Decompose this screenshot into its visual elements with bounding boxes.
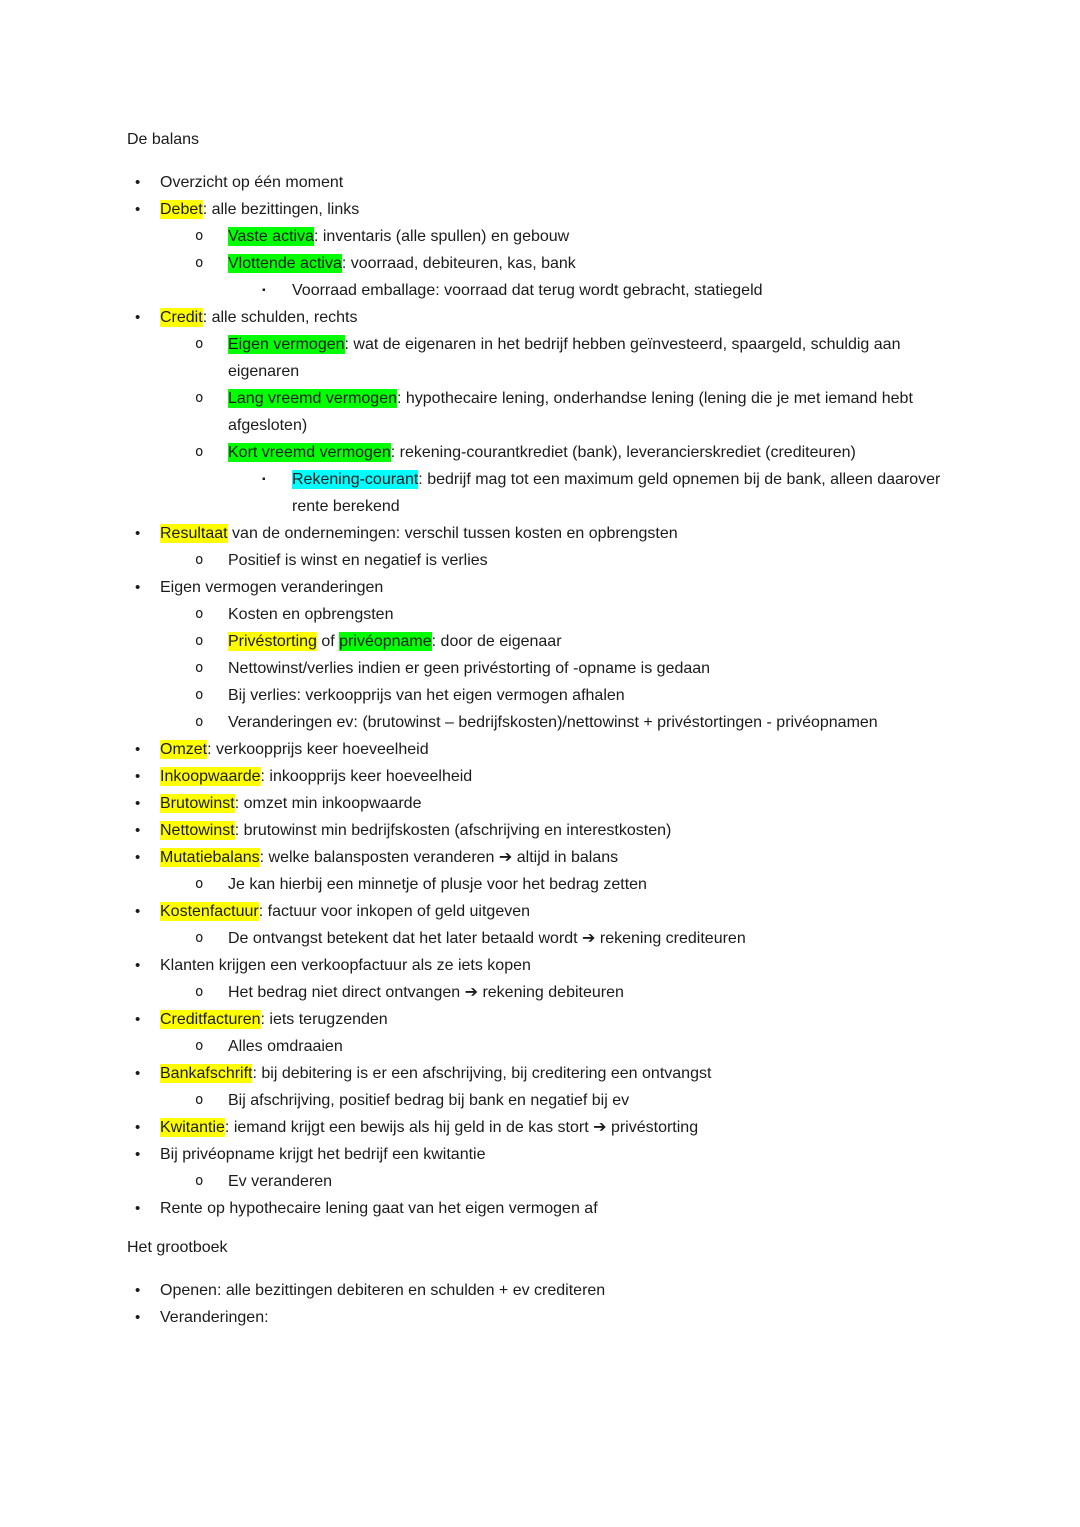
text-segment: Veranderingen: — [160, 1309, 269, 1326]
highlighted-term: Kort vreemd vermogen — [228, 444, 391, 461]
bullet-marker: o — [195, 1173, 204, 1189]
text-segment: van de ondernemingen: verschil tussen kosten en opbrengsten — [227, 525, 678, 542]
text-segment: Bij afschrijving, positief bedrag bij bank en negatief bij ev — [228, 1092, 630, 1109]
item-text — [160, 200, 359, 219]
list-item — [127, 196, 953, 223]
text-segment: Bij privéopname krijgt het bedrijf een kwitantie — [160, 1146, 486, 1163]
bullet-marker: o — [195, 714, 204, 730]
bullet-marker: o — [195, 984, 204, 1000]
document-content — [127, 126, 953, 1331]
bullet-marker: • — [135, 1309, 141, 1326]
text-segment: Eigen vermogen veranderingen — [160, 579, 384, 596]
bullet-marker: • — [135, 579, 141, 596]
bullet-marker: o — [195, 228, 204, 244]
text-segment: : inkoopprijs keer hoeveelheid — [260, 768, 473, 785]
list-item — [127, 1087, 953, 1114]
bullet-marker: • — [135, 768, 141, 785]
list-item — [127, 547, 953, 574]
text-segment: : voorraad, debiteuren, kas, bank — [341, 255, 576, 272]
highlighted-term: Rekening-courant — [292, 471, 419, 488]
highlighted-term: Creditfacturen — [160, 1011, 261, 1028]
highlighted-term: Kostenfactuur — [160, 903, 259, 920]
highlighted-term: Credit — [160, 309, 203, 326]
highlighted-term: Eigen vermogen — [228, 336, 345, 353]
bullet-marker: • — [135, 1200, 141, 1217]
list-item — [127, 1114, 953, 1141]
bullet-marker: • — [135, 795, 141, 812]
text-segment: : iets terugzenden — [260, 1011, 388, 1028]
highlighted-term: Omzet — [160, 741, 208, 758]
list-item — [127, 304, 953, 331]
item-text — [160, 524, 678, 543]
item-text — [160, 1200, 598, 1217]
bullet-marker: o — [195, 1038, 204, 1054]
text-segment: Bij verlies: verkoopprijs van het eigen vermogen afhalen — [228, 687, 625, 704]
list-item — [127, 601, 953, 628]
list-item — [127, 1060, 953, 1087]
item-text — [228, 1038, 343, 1055]
list-item — [127, 682, 953, 709]
bullet-marker: • — [135, 309, 141, 326]
item-text — [228, 930, 746, 947]
text-segment: Alles omdraaien — [228, 1038, 343, 1055]
item-text — [160, 1118, 698, 1137]
bullet-marker: • — [135, 822, 141, 839]
text-segment: : verkoopprijs keer hoeveelheid — [207, 741, 429, 758]
text-segment: : factuur voor inkopen of geld uitgeven — [258, 903, 531, 920]
list-item — [127, 628, 953, 655]
list-item — [127, 655, 953, 682]
bullet-marker: o — [195, 633, 204, 649]
list-item — [127, 736, 953, 763]
list-item — [127, 925, 953, 952]
list-item — [127, 979, 953, 1006]
list-item — [127, 1304, 953, 1331]
text-segment: Ev veranderen — [228, 1173, 333, 1190]
text-segment: of — [316, 633, 340, 650]
bullet-marker: o — [195, 660, 204, 676]
item-text — [228, 254, 576, 273]
highlighted-term: Nettowinst — [160, 822, 235, 839]
item-text — [160, 1146, 486, 1163]
item-text — [228, 389, 913, 434]
item-text — [228, 714, 878, 731]
item-text — [228, 876, 647, 893]
list-item — [127, 898, 953, 925]
item-text — [228, 443, 856, 462]
item-text — [228, 552, 488, 569]
item-text — [160, 821, 671, 840]
list-item — [127, 844, 953, 871]
text-segment: : hypothecaire lening, onderhandse lening (lening die je met iemand hebt afgesloten) — [228, 390, 913, 434]
bullet-marker: ▪ — [262, 474, 266, 485]
list-item — [127, 574, 953, 601]
list-item — [127, 385, 953, 439]
list-item — [127, 439, 953, 466]
highlighted-term: Inkoopwaarde — [160, 768, 261, 785]
item-text — [228, 606, 393, 623]
highlighted-term: Privéstorting — [228, 633, 317, 650]
text-segment: Openen: alle bezittingen debiteren en schulden + ev crediteren — [160, 1282, 606, 1299]
highlighted-term: Vlottende activa — [228, 255, 342, 272]
bullet-marker: • — [135, 1011, 141, 1028]
highlighted-term: Debet — [160, 201, 203, 218]
text-segment: : alle bezittingen, links — [202, 201, 360, 218]
item-text — [228, 687, 625, 704]
bullet-marker: • — [135, 1119, 141, 1136]
text-segment: Je kan hierbij een minnetje of plusje voor het bedrag zetten — [228, 876, 647, 893]
bullet-marker: o — [195, 336, 204, 352]
highlighted-term: Kwitantie — [160, 1119, 225, 1136]
item-text — [228, 227, 569, 246]
bullet-marker: o — [195, 876, 204, 892]
item-text — [228, 984, 624, 1001]
bullet-marker: o — [195, 390, 204, 406]
item-text — [228, 660, 710, 677]
text-segment: : wat de eigenaren in het bedrijf hebben geïnvesteerd, spaargeld, schuldig aan eigenaren — [228, 336, 901, 380]
highlighted-term: Vaste activa — [228, 228, 314, 245]
item-text — [160, 1309, 269, 1326]
list-item — [127, 169, 953, 196]
bullet-marker: • — [135, 174, 141, 191]
item-text — [160, 1010, 388, 1029]
bullet-marker: • — [135, 741, 141, 758]
text-segment: : alle schulden, rechts — [202, 309, 358, 326]
section-heading: De balans — [127, 131, 200, 148]
bullet-marker: • — [135, 525, 141, 542]
item-text — [160, 794, 421, 813]
text-segment: Voorraad emballage: voorraad dat terug wordt gebracht, statiegeld — [292, 282, 763, 299]
bullet-marker: • — [135, 1065, 141, 1082]
bullet-marker: o — [195, 255, 204, 271]
bullet-marker: o — [195, 1092, 204, 1108]
bullet-marker: o — [195, 552, 204, 568]
bullet-marker: • — [135, 1282, 141, 1299]
item-text — [228, 632, 562, 651]
highlighted-term: Lang vreemd vermogen — [228, 390, 397, 407]
list-item — [127, 790, 953, 817]
item-text — [292, 470, 940, 515]
list-item — [127, 763, 953, 790]
item-text — [160, 902, 530, 921]
list-item — [127, 1195, 953, 1222]
item-text — [228, 335, 900, 380]
highlighted-term: Brutowinst — [160, 795, 235, 812]
bullet-marker: o — [195, 930, 204, 946]
bullet-marker: • — [135, 201, 141, 218]
text-segment: Positief is winst en negatief is verlies — [228, 552, 488, 569]
text-segment: : iemand krijgt een bewijs als hij geld in de kas stort ➔ privéstorting — [224, 1119, 699, 1136]
section-heading: Het grootboek — [127, 1239, 228, 1256]
item-text — [292, 282, 763, 299]
highlighted-term: Resultaat — [160, 525, 228, 542]
list-item — [127, 520, 953, 547]
bullet-marker: o — [195, 444, 204, 460]
list-item — [127, 709, 953, 736]
list-item — [127, 952, 953, 979]
text-segment: Veranderingen ev: (brutowinst – bedrijfskosten)/nettowinst + privéstortingen - privéopnamen — [228, 714, 878, 731]
item-text — [160, 1282, 605, 1299]
text-segment: Kosten en opbrengsten — [228, 606, 394, 623]
item-text — [160, 579, 383, 596]
item-text — [160, 957, 531, 974]
item-text — [160, 767, 472, 786]
highlighted-term: Bankafschrift — [160, 1065, 253, 1082]
list-item — [127, 250, 953, 277]
text-segment: Klanten krijgen een verkoopfactuur als ze iets kopen — [160, 957, 531, 974]
item-text — [160, 1064, 711, 1083]
bullet-marker: o — [195, 606, 204, 622]
text-segment: : inventaris (alle spullen) en gebouw — [313, 228, 570, 245]
item-text — [160, 174, 343, 191]
list-item — [127, 277, 953, 304]
text-segment: : welke balansposten veranderen ➔ altijd in balans — [259, 849, 619, 866]
text-segment: : omzet min inkoopwaarde — [234, 795, 422, 812]
list-item — [127, 1141, 953, 1168]
list-item — [127, 331, 953, 385]
list-item — [127, 817, 953, 844]
list-item — [127, 1168, 953, 1195]
text-segment: : bij debitering is er een afschrijving, bij creditering een ontvangst — [252, 1065, 712, 1082]
bullet-marker: o — [195, 687, 204, 703]
list-item — [127, 466, 953, 520]
item-text — [160, 308, 357, 327]
list-item — [127, 223, 953, 250]
text-segment: Het bedrag niet direct ontvangen ➔ rekening debiteuren — [228, 984, 624, 1001]
text-segment: Rente op hypothecaire lening gaat van het eigen vermogen af — [160, 1200, 598, 1217]
bullet-list — [127, 169, 953, 1222]
text-segment: : door de eigenaar — [431, 633, 562, 650]
highlighted-term: Mutatiebalans — [160, 849, 260, 866]
highlighted-term: privéopname — [339, 633, 432, 650]
bullet-marker: • — [135, 957, 141, 974]
text-segment: Nettowinst/verlies indien er geen privéstorting of -opname is gedaan — [228, 660, 711, 677]
bullet-marker: ▪ — [262, 285, 266, 296]
list-item — [127, 871, 953, 898]
item-text — [228, 1092, 629, 1109]
item-text — [160, 848, 618, 867]
bullet-marker: • — [135, 849, 141, 866]
text-segment: : bedrijf mag tot een maximum geld opnemen bij de bank, alleen daarover rente berekend — [292, 471, 941, 515]
list-item — [127, 1006, 953, 1033]
bullet-marker: • — [135, 903, 141, 920]
text-segment: : brutowinst min bedrijfskosten (afschrijving en interestkosten) — [234, 822, 672, 839]
item-text — [160, 740, 429, 759]
text-segment: : rekening-courantkrediet (bank), leverancierskrediet (crediteuren) — [390, 444, 856, 461]
item-text — [228, 1173, 332, 1190]
bullet-marker: • — [135, 1146, 141, 1163]
bullet-list — [127, 1277, 953, 1331]
text-segment: Overzicht op één moment — [160, 174, 344, 191]
list-item — [127, 1277, 953, 1304]
list-item — [127, 1033, 953, 1060]
text-segment: De ontvangst betekent dat het later betaald wordt ➔ rekening crediteuren — [228, 930, 746, 947]
